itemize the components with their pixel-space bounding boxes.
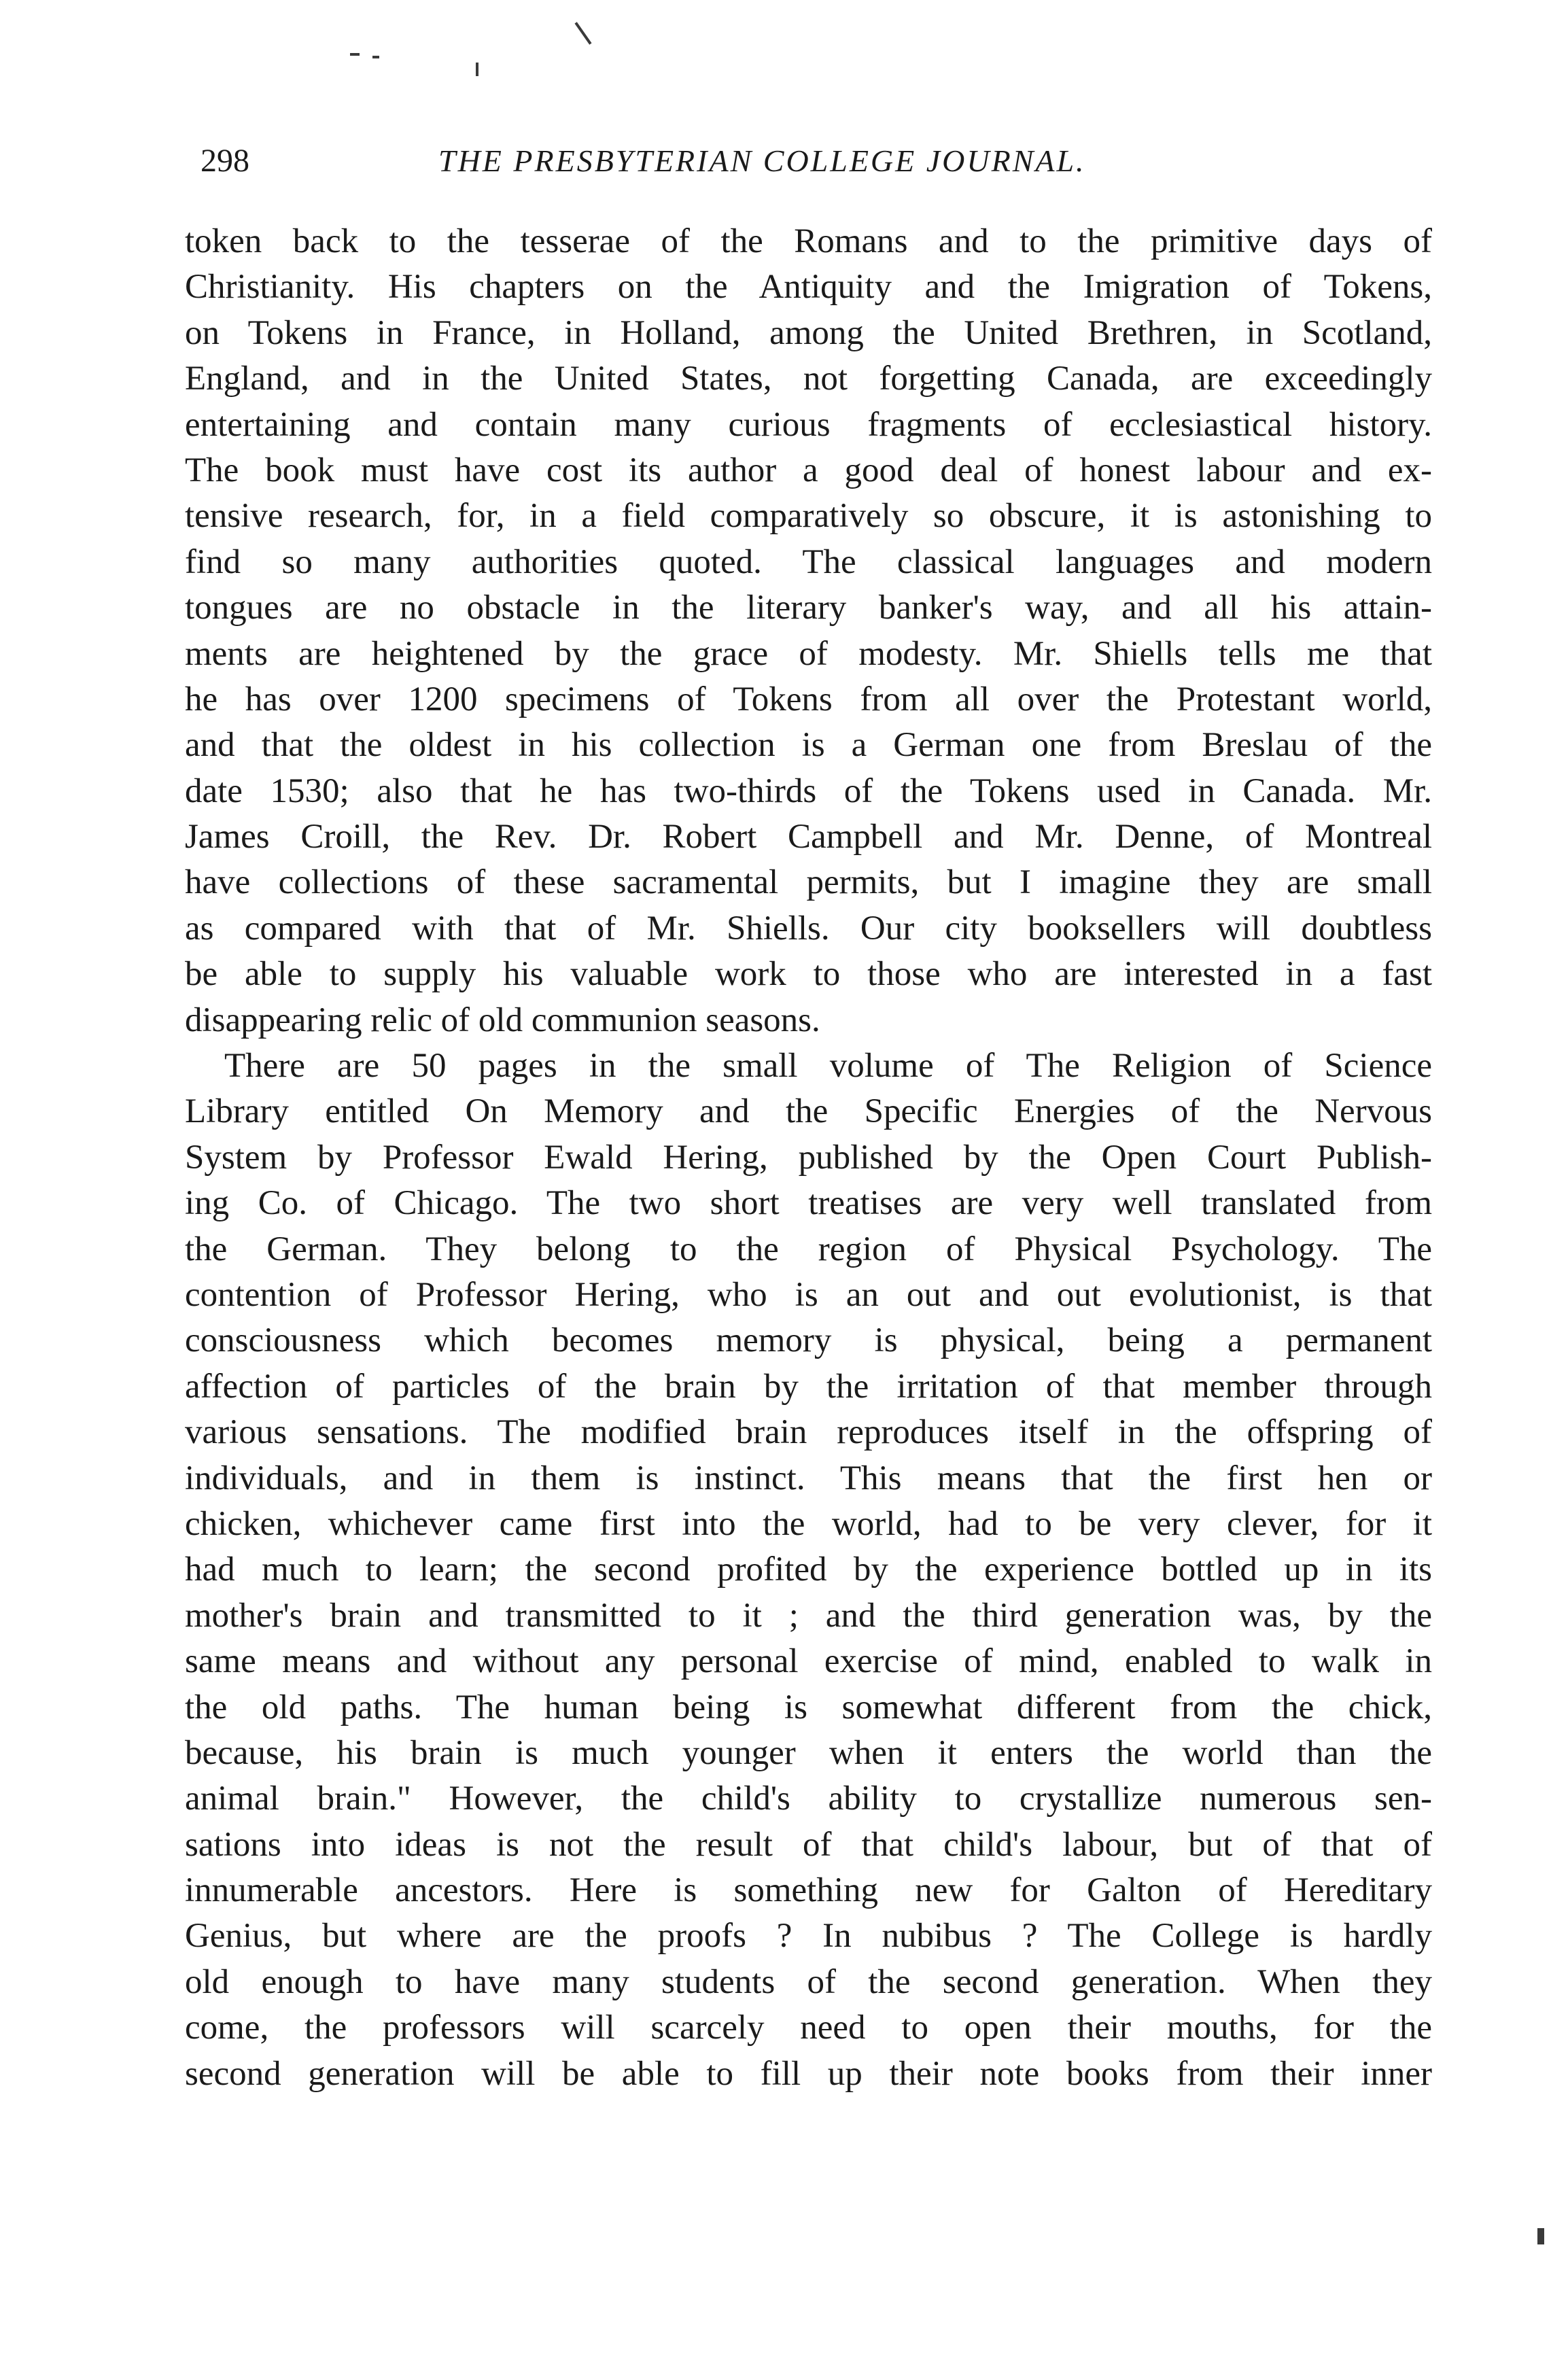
running-title: THE PRESBYTERIAN COLLEGE JOURNAL. — [438, 143, 1086, 178]
article-body — [185, 219, 1432, 2097]
scan-mark — [372, 56, 379, 58]
paragraph-tokens — [185, 219, 1432, 1043]
text-line: System by Professor Ewald Hering, published by the Open Court Publish- — [185, 1138, 1432, 1177]
text-line: affection of particles of the brain by the irritation of that member through — [185, 1367, 1432, 1406]
text-line: chicken, whichever came first into the world, had to be very clever, for it — [185, 1504, 1432, 1543]
text-line: England, and in the United States, not forgetting Canada, are exceedingly — [185, 360, 1432, 398]
text-line: and that the oldest in his collection is a German one from Breslau of the — [185, 726, 1432, 765]
page-header — [201, 139, 1424, 187]
text-line: mother's brain and transmitted to it ; and the third generation was, by the — [185, 1596, 1432, 1635]
text-line: individuals, and in them is instinct. This means that the first hen or — [185, 1459, 1432, 1497]
page-number: 298 — [201, 143, 249, 179]
text-line: Library entitled On Memory and the Specific Energies of the Nervous — [185, 1092, 1432, 1131]
text-line: entertaining and contain many curious fragments of ecclesiastical history. — [185, 405, 1432, 444]
text-line: Christianity. His chapters on the Antiquity and the Imigration of Tokens, — [185, 268, 1432, 307]
text-line: on Tokens in France, in Holland, among the United Brethren, in Scotland, — [185, 313, 1432, 352]
text-line: be able to supply his valuable work to those who are interested in a fast — [185, 955, 1432, 994]
text-line: have collections of these sacramental permits, but I imagine they are small — [185, 863, 1432, 902]
text-line: disappearing relic of old communion seasons. — [185, 1001, 820, 1039]
scan-mark — [1537, 2228, 1544, 2244]
text-line: contention of Professor Hering, who is an out and out evolutionist, is that — [185, 1275, 1432, 1314]
text-line: ing Co. of Chicago. The two short treatises are very well translated from — [185, 1184, 1432, 1223]
scan-mark — [476, 63, 478, 76]
paragraph-hering-cont — [185, 1089, 1432, 2097]
text-line: as compared with that of Mr. Shiells. Our city booksellers will doubtless — [185, 909, 1432, 948]
text-line: tongues are no obstacle in the literary banker's way, and all his attain- — [185, 589, 1432, 627]
text-line: James Croill, the Rev. Dr. Robert Campbell and Mr. Denne, of Montreal — [185, 818, 1432, 856]
text-line: the German. They belong to the region of Physical Psychology. The — [185, 1230, 1432, 1268]
text-line: because, his brain is much younger when it enters the world than the — [185, 1733, 1432, 1772]
text-line: various sensations. The modified brain reproduces itself in the offspring of — [185, 1413, 1432, 1452]
text-line: sations into ideas is not the result of that child's labour, but of that of — [185, 1825, 1432, 1864]
text-line: animal brain." However, the child's ability to crystallize numerous sen- — [185, 1780, 1432, 1818]
text-line: second generation will be able to fill up their note books from their inner — [185, 2054, 1432, 2093]
text-line: he has over 1200 specimens of Tokens from all over the Protestant world, — [185, 680, 1432, 718]
text-line: the old paths. The human being is somewhat different from the chick, — [185, 1688, 1432, 1727]
text-line: consciousness which becomes memory is physical, being a permanent — [185, 1321, 1432, 1360]
text-line: find so many authorities quoted. The classical languages and modern — [185, 542, 1432, 581]
text-line: token back to the tesserae of the Romans and to the primitive days of — [185, 222, 1432, 260]
scan-mark — [350, 53, 360, 56]
text-line: old enough to have many students of the second generation. When they — [185, 1962, 1432, 2001]
text-line: come, the professors will scarcely need to open their mouths, for the — [185, 2009, 1432, 2047]
text-line: Genius, but where are the proofs ? In nubibus ? The College is hardly — [185, 1917, 1432, 1956]
paragraph-hering — [185, 1043, 1432, 1089]
text-line: tensive research, for, in a field comparatively so obscure, it is astonishing to — [185, 497, 1432, 536]
text-line: innumerable ancestors. Here is something new for Galton of Hereditary — [185, 1871, 1432, 1910]
text-line: ments are heightened by the grace of modesty. Mr. Shiells tells me that — [185, 634, 1432, 673]
text-line: had much to learn; the second profited by the experience bottled up in its — [185, 1550, 1432, 1589]
text-line: The book must have cost its author a good deal of honest labour and ex- — [185, 451, 1432, 489]
scan-mark — [574, 22, 591, 44]
text-line: date 1530; also that he has two-thirds of the Tokens used in Canada. Mr. — [185, 771, 1432, 810]
text-line: There are 50 pages in the small volume of The Religion of Science — [224, 1047, 1432, 1086]
text-line: same means and without any personal exercise of mind, enabled to walk in — [185, 1642, 1432, 1681]
